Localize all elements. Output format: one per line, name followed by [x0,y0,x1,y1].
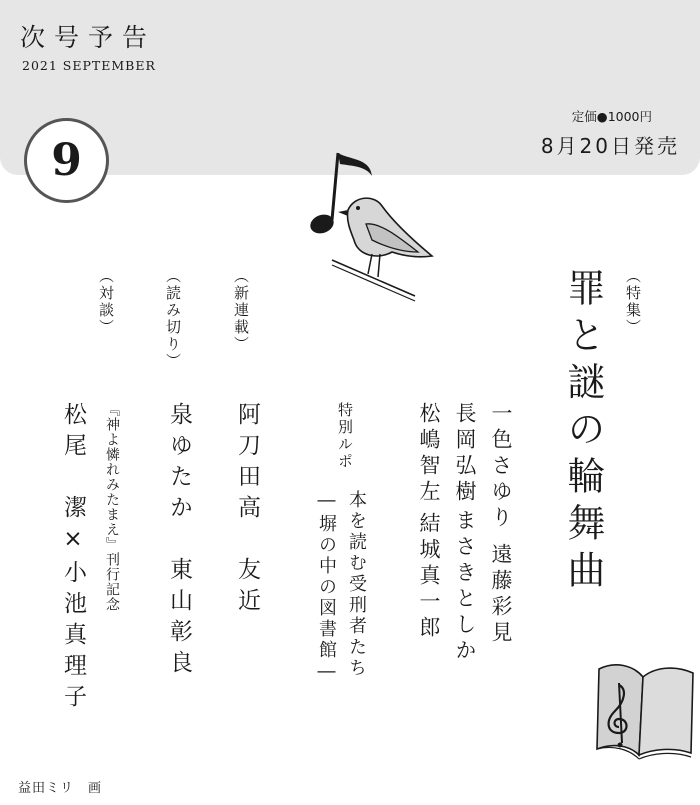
illustrator-credit: 益田ミリ 画 [18,781,103,796]
issue-date: 2021 SEPTEMBER [22,58,156,73]
dialogue-note: 『神よ憐れみたまえ』刊行記念 [104,402,120,612]
feature-author: 一色さゆり [489,402,513,532]
reportage-label: 特別ルポ [336,402,354,470]
reportage-subtitle: ―塀の中の図書館― [316,490,337,685]
oneshot-label: （読み切り） [164,268,182,370]
bird-illustration [300,148,440,298]
serial-author: 阿刀田高 [234,402,260,526]
oneshot-author: 泉ゆたか [166,402,192,526]
book-illustration [593,655,698,765]
oneshot-author: 東山彰良 [166,557,192,681]
issue-number-badge: 9 [24,118,109,203]
feature-author: 遠藤彩見 [489,543,513,647]
preview-heading: 次号予告 [20,23,157,52]
reportage-title: 本を読む受刑者たち [346,490,367,679]
serial-label: （新連載） [232,268,250,353]
feature-author: 結城真一郎 [417,512,441,642]
dialogue-label: （対談） [97,268,115,336]
feature-title: 罪と謎の輪舞曲 [561,268,605,597]
feature-author: 長岡弘樹 [453,402,477,506]
price-label: 定価●1000円 [571,109,652,124]
feature-author: 松嶋智左 [417,402,441,506]
release-date: 8月20日発売 [540,134,680,158]
serial-author: 友近 [234,557,260,619]
dialogue-participants: 松尾 潔×小池真理子 [60,402,86,715]
feature-label: （特集） [624,268,642,336]
feature-author: まさきとしか [453,509,477,665]
